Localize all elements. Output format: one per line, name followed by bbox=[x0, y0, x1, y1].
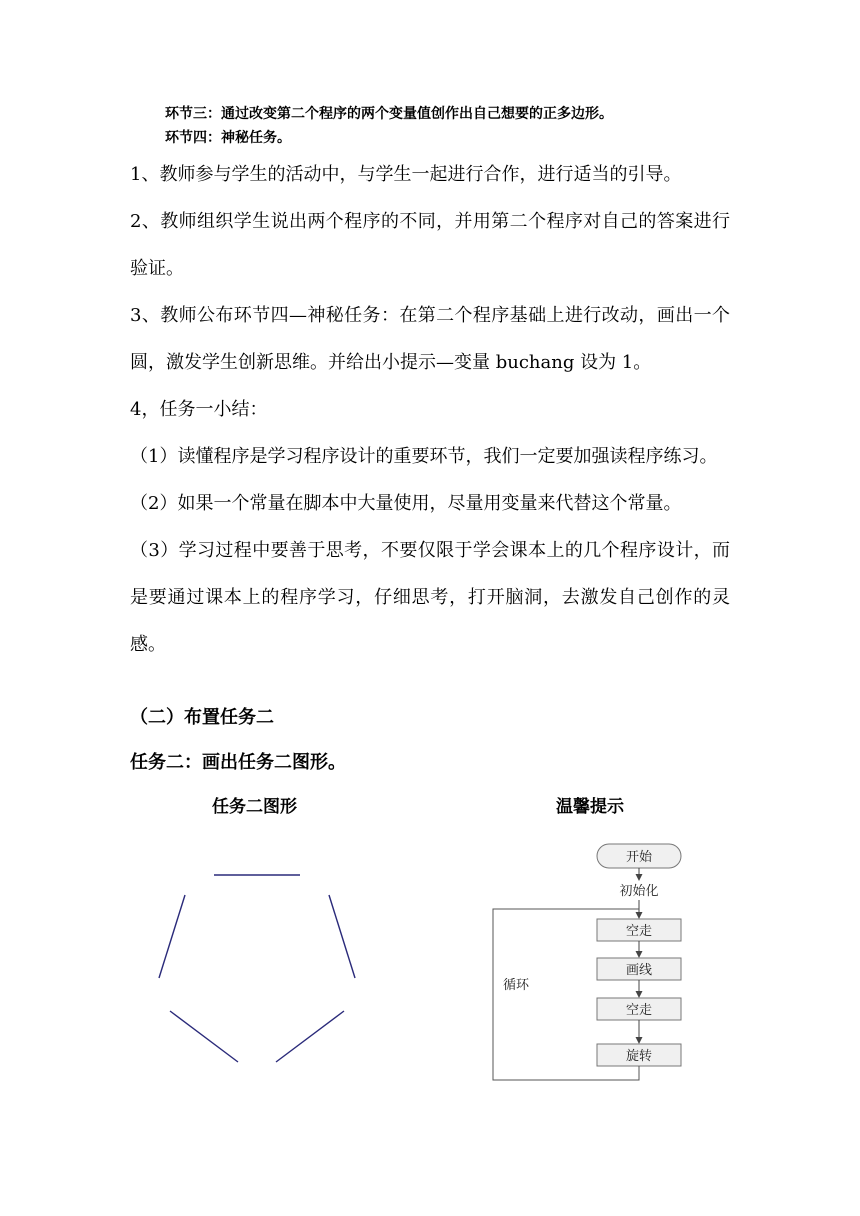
subheading-stage-four: 环节四：神秘任务。 bbox=[165, 130, 291, 146]
paragraph-4: 4，任务一小结： bbox=[130, 399, 268, 420]
pentagon-edge-bottom-left bbox=[170, 1011, 238, 1062]
pentagon-edge-bottom-right bbox=[276, 1011, 344, 1062]
pentagon-edge-right bbox=[329, 895, 355, 978]
flowchart-step-label: 空走 bbox=[625, 924, 653, 939]
flowchart-loop-label: 循环 bbox=[503, 978, 530, 993]
figure-right-caption: 温馨提示 bbox=[556, 797, 624, 817]
paragraph-2: 2、教师组织学生说出两个程序的不同，并用第二个程序对自己的答案进行验证。 bbox=[130, 211, 730, 279]
paragraph-1: 1、教师参与学生的活动中，与学生一起进行合作，进行适当的引导。 bbox=[130, 164, 682, 185]
task-heading: 任务二：画出任务二图形。 bbox=[130, 752, 346, 773]
flowchart bbox=[493, 844, 681, 1080]
figure-left-caption: 任务二图形 bbox=[212, 797, 297, 817]
paragraph-7: （3）学习过程中要善于思考，不要仅限于学会课本上的几个程序设计，而是要通过课本上的程序学习，仔细思考，打开脑洞，去激发自己创作的灵感。 bbox=[130, 540, 730, 655]
section-heading: （二）布置任务二 bbox=[130, 707, 274, 728]
paragraph-6: （2）如果一个常量在脚本中大量使用，尽量用变量来代替这个常量。 bbox=[130, 493, 682, 514]
pentagon-figure bbox=[159, 875, 355, 1062]
pentagon-edge-left bbox=[159, 895, 185, 978]
paragraph-5: （1）读懂程序是学习程序设计的重要环节，我们一定要加强读程序练习。 bbox=[130, 446, 718, 467]
flowchart-step-label: 旋转 bbox=[625, 1049, 653, 1064]
paragraph-3: 3、教师公布环节四—神秘任务：在第二个程序基础上进行改动，画出一个圆，激发学生创新思维。并给出小提示—变量 buchang 设为 1。 bbox=[130, 305, 730, 373]
flowchart-init-label: 初始化 bbox=[619, 884, 659, 899]
flowchart-start-label: 开始 bbox=[625, 850, 653, 865]
subheading-stage-three: 环节三：通过改变第二个程序的两个变量值创作出自己想要的正多边形。 bbox=[165, 106, 613, 122]
flowchart-step-label: 空走 bbox=[625, 1003, 653, 1018]
flowchart-step-label: 画线 bbox=[625, 963, 653, 978]
